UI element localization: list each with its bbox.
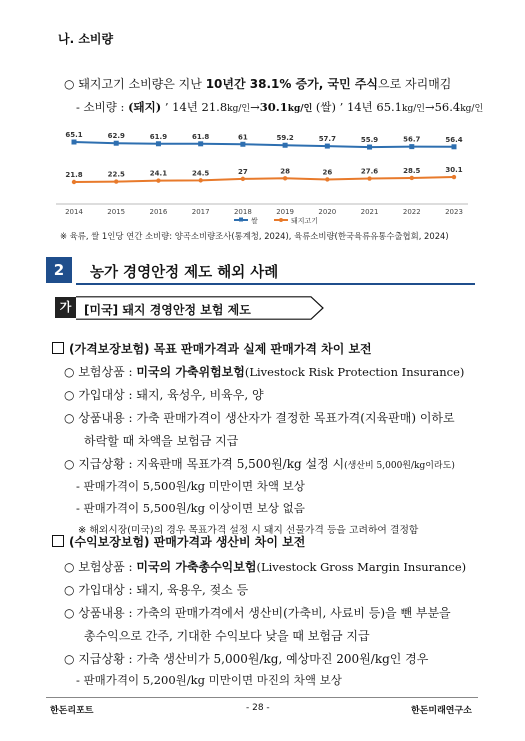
text: (Livestock Gross Margin Insurance) <box>256 560 467 574</box>
text: ’ 14년 21.8 <box>161 100 228 114</box>
unit: kg/인 <box>460 104 484 114</box>
x-tick-label: 2018 <box>233 208 252 216</box>
lgm-item-2 <box>64 581 248 598</box>
text: 돼지고기 소비량은 지난 <box>78 77 206 91</box>
lrp-item-1 <box>64 363 464 380</box>
pork-point <box>198 178 202 182</box>
x-tick-label: 2016 <box>149 208 168 216</box>
rice-point <box>409 144 414 149</box>
price-insurance-heading <box>52 340 372 357</box>
lrp-dash-2 <box>76 500 305 516</box>
bullet: ○ <box>64 652 75 666</box>
text: 가입대상 : 돼지, 육성우, 비육우, 양 <box>78 388 264 402</box>
bullet: ○ <box>64 560 75 574</box>
lgm-item-3-cont: 총수익으로 간주, 기대한 수익보다 낮을 때 보험금 지급 <box>84 629 370 643</box>
x-tick-label: 2021 <box>360 208 379 216</box>
rice-data-label: 65.1 <box>65 131 83 139</box>
x-tick-label: 2017 <box>191 208 210 216</box>
subsection-title: [미국] 돼지 경영안정 보험 제도 <box>84 303 251 317</box>
margin-insurance-heading <box>52 533 305 550</box>
pork-data-label: 28.5 <box>403 166 421 175</box>
dash: - <box>76 673 80 687</box>
pork-point <box>241 177 245 181</box>
lrp-dash-1 <box>76 478 305 494</box>
text: 판매가격이 5,500원/kg 이상이면 보상 없음 <box>83 501 305 515</box>
checkbox-square-icon <box>52 342 64 354</box>
rice-data-label: 55.9 <box>360 136 379 145</box>
dash: - <box>76 100 80 114</box>
pork-data-label: 22.5 <box>107 170 125 179</box>
x-tick-label: 2020 <box>318 208 337 216</box>
heading-text: (가격보장보험) 목표 판매가격과 실제 판매가격 차이 보전 <box>69 342 372 356</box>
lgm-dash-1 <box>76 672 342 688</box>
footer-divider <box>46 697 478 698</box>
emphasis: 미국의 가축총수익보험 <box>136 560 257 574</box>
lgm-item-1 <box>64 558 466 575</box>
rice-point <box>156 141 161 146</box>
checkbox-square-icon <box>52 535 64 547</box>
rice-data-label: 61 <box>238 133 248 142</box>
x-tick-label: 2022 <box>402 208 421 216</box>
x-tick-label: 2015 <box>107 208 126 216</box>
text: 상품내용 : 가축 판매가격이 생산자가 결정한 목표가격(지육판매) 이하로 <box>78 411 455 425</box>
text: 상품내용 : 가축의 판매가격에서 생산비(가축비, 사료비 등)을 뺀 부분을 <box>78 606 451 620</box>
text: 으로 자리매김 <box>378 77 452 91</box>
lrp-item-3 <box>64 409 455 426</box>
x-tick-label: 2019 <box>276 208 295 216</box>
pork-data-label: 27 <box>238 167 248 176</box>
series-line-pork <box>74 177 454 182</box>
rice-data-label: 62.9 <box>107 132 125 141</box>
bullet: ○ <box>64 77 75 91</box>
text: 보험상품 : <box>78 365 137 379</box>
consumption-summary-line <box>64 75 451 92</box>
rice-point <box>452 144 457 149</box>
text: 가입대상 : 돼지, 육용우, 젖소 등 <box>78 583 249 597</box>
rice-data-label: 56.4 <box>445 135 463 144</box>
consumption-detail-line <box>76 99 483 115</box>
pork-point <box>156 178 160 182</box>
text: (쌀) ’ 14년 65.1 <box>312 100 402 114</box>
rice-point <box>72 140 77 145</box>
pork-point <box>410 176 414 180</box>
rice-point <box>367 145 372 150</box>
rice-data-label: 61.9 <box>149 132 168 141</box>
pork-data-label: 21.8 <box>65 171 83 179</box>
page-number: - 28 - <box>246 703 270 713</box>
pork-point <box>72 180 76 184</box>
emphasis: (돼지) <box>128 100 162 114</box>
footer-left: 한돈리포트 <box>50 706 94 716</box>
legend-rice-label: 쌀 <box>251 217 258 225</box>
bullet: ○ <box>64 457 75 471</box>
bullet: ○ <box>64 365 75 379</box>
text: 소비량 : <box>83 100 129 114</box>
rice-data-label: 57.7 <box>318 135 336 144</box>
section-title: 농가 경영안정 제도 해외 사례 <box>90 265 279 281</box>
text: (Livestock Risk Protection Insurance) <box>244 365 465 379</box>
arrow: → <box>250 100 260 114</box>
arrow: → <box>424 100 435 114</box>
pork-data-label: 24.5 <box>192 169 210 178</box>
bullet: ○ <box>64 583 75 597</box>
dash: - <box>76 501 80 515</box>
rice-point <box>283 143 288 148</box>
series-line-rice <box>74 142 454 147</box>
lrp-item-2 <box>64 386 264 403</box>
lrp-note: ※ 해외시장(미국)의 경우 목표가격 설정 시 돼지 선물가격 등을 고려하여 결정함 <box>78 525 419 536</box>
bullet: ○ <box>64 411 75 425</box>
footer-right: 한돈미래연구소 <box>411 706 472 716</box>
pork-data-label: 27.6 <box>360 167 379 176</box>
legend-pork-label: 돼지고기 <box>291 217 319 225</box>
consumption-line-chart <box>52 120 472 226</box>
text: 보험상품 : <box>78 560 137 574</box>
pork-point <box>367 176 371 180</box>
rice-point <box>114 141 119 146</box>
x-tick-label: 2014 <box>65 208 83 216</box>
lrp-item-3-cont: 하락할 때 차액을 보험금 지급 <box>84 434 239 448</box>
pork-point <box>325 177 329 181</box>
bullet: ○ <box>64 606 75 620</box>
section-number: 2 <box>46 257 72 283</box>
pork-data-label: 26 <box>322 168 333 177</box>
unit: kg/인 <box>402 104 425 114</box>
x-tick-label: 2023 <box>445 208 463 216</box>
lrp-item-4 <box>64 455 455 472</box>
text: 지급상황 : 가축 생산비가 5,000원/kg, 예상마진 200원/kg인 경우 <box>78 652 429 666</box>
emphasis: 30.1 <box>259 100 288 114</box>
heading-text: (수익보장보험) 판매가격과 생산비 차이 보전 <box>69 535 306 549</box>
legend-pork-marker <box>279 218 283 222</box>
rice-point <box>240 142 245 147</box>
rice-point <box>325 144 330 149</box>
pork-data-label: 28 <box>280 167 290 176</box>
legend-rice-marker <box>239 218 243 222</box>
text: 판매가격이 5,200원/kg 미만이면 마진의 차액 보상 <box>83 673 342 687</box>
emphasis: 미국의 가축위험보험 <box>136 365 245 379</box>
pork-data-label: 30.1 <box>445 166 463 175</box>
unit: kg/인 <box>227 104 251 114</box>
pork-point <box>114 179 118 183</box>
rice-data-label: 61.8 <box>192 132 210 141</box>
subsection-heading: 나. 소비량 <box>58 32 114 46</box>
pork-point <box>452 175 456 179</box>
chart-source-note: ※ 육류, 쌀 1인당 연간 소비량: 양곡소비량조사(통계청, 2024), 육류소비량(한국육류유통수출협회, 2024) <box>60 231 449 241</box>
lgm-item-3 <box>64 604 451 621</box>
rice-data-label: 56.7 <box>403 135 421 144</box>
pork-data-label: 24.1 <box>149 169 168 178</box>
text: 56.4 <box>434 100 461 114</box>
rice-data-label: 59.2 <box>276 134 294 143</box>
unit: kg/인 <box>287 104 313 114</box>
text: (생산비 5,000원/kg이라도) <box>344 461 455 471</box>
bullet: ○ <box>64 388 75 402</box>
subsection-tag: 가 <box>55 297 76 318</box>
emphasis: 10년간 38.1% 증가, 국민 주식 <box>205 77 379 91</box>
dash: - <box>76 479 80 493</box>
text: 지급상황 : 지육판매 목표가격 5,500원/kg 설정 시 <box>78 457 345 471</box>
pork-point <box>283 176 287 180</box>
lgm-item-4 <box>64 650 428 667</box>
rice-point <box>198 141 203 146</box>
text: 판매가격이 5,500원/kg 미만이면 차액 보상 <box>83 479 305 493</box>
